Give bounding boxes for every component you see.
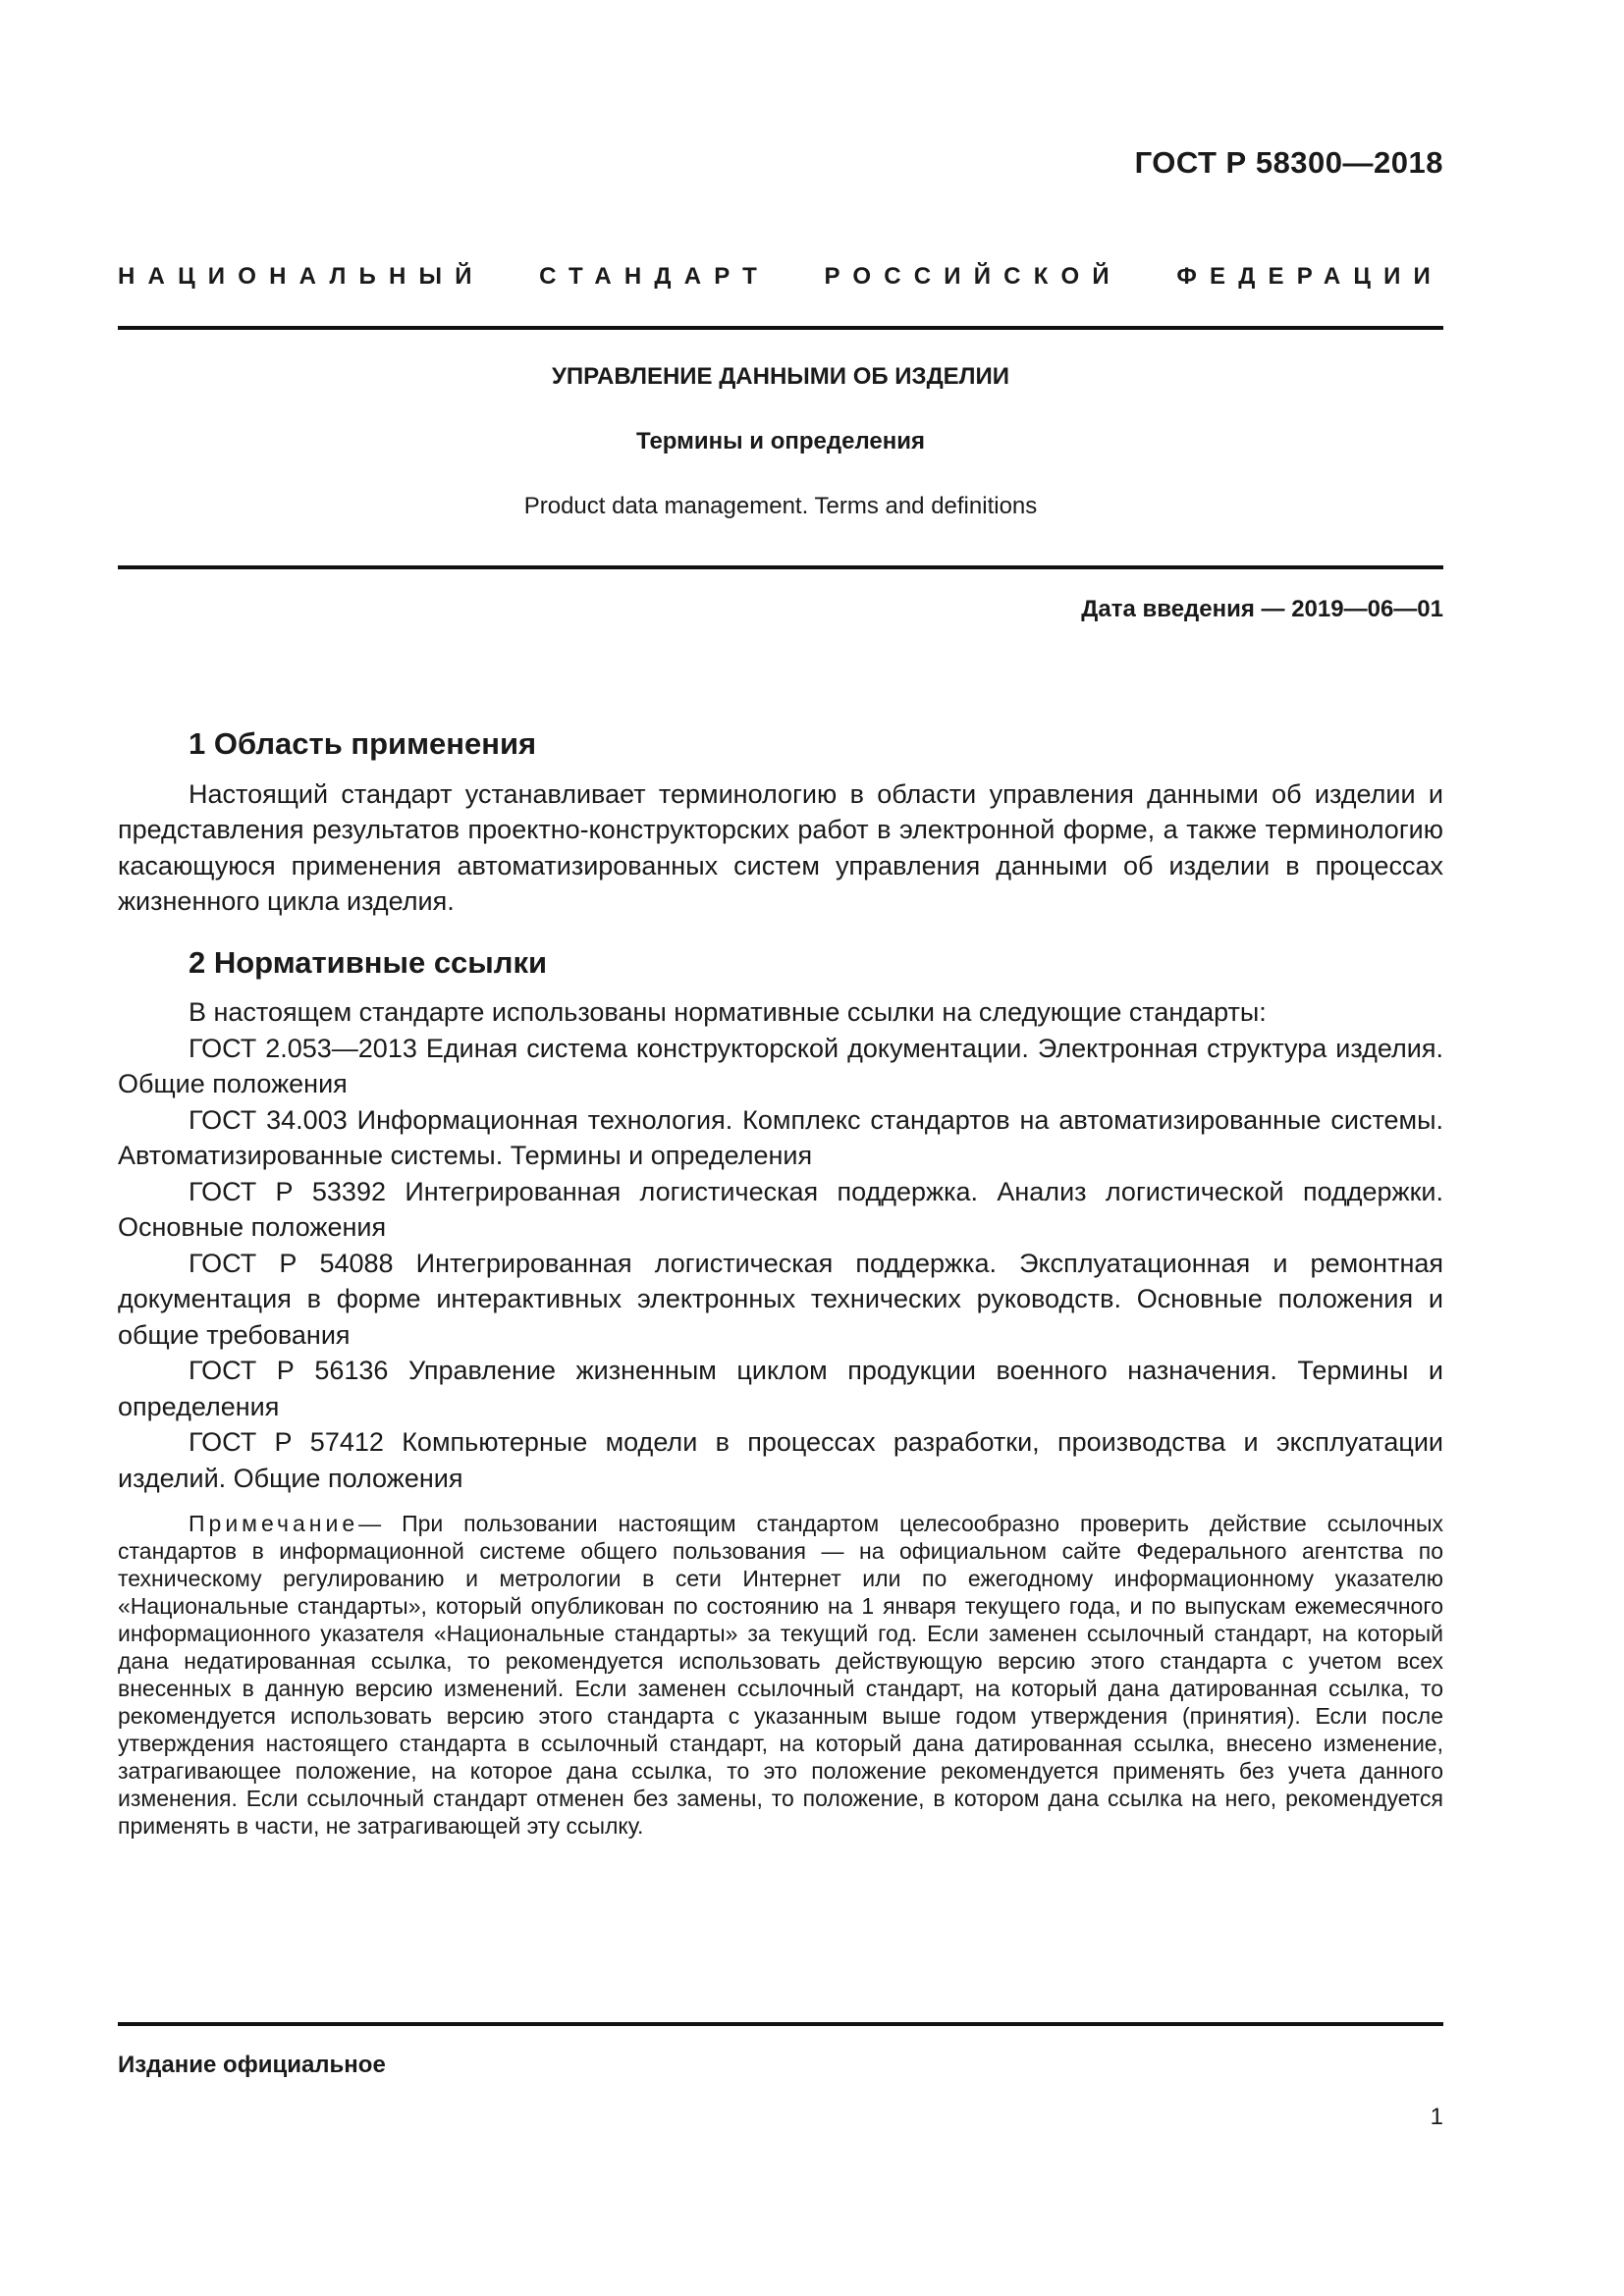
title-rule	[118, 565, 1443, 569]
reference-item: ГОСТ Р 53392 Интегрированная логистическая поддержка. Анализ логистической поддержки. Основные положения	[118, 1176, 1443, 1242]
reference-item: ГОСТ Р 56136 Управление жизненным циклом продукции военного назначения. Термины и определения	[118, 1356, 1443, 1421]
section-heading: 1 Область применения	[189, 726, 537, 761]
reference-item: ГОСТ Р 57412 Компьютерные модели в процессах разработки, производства и эксплуатации изделий. Общие положения	[118, 1427, 1443, 1493]
paragraph: В настоящем стандарте использованы нормативные ссылки на следующие стандарты:	[189, 997, 1267, 1027]
note-label: Примечание	[189, 1511, 359, 1536]
introduction-date: Дата введения — 2019—06—01	[1081, 596, 1443, 622]
section-heading: 2 Нормативные ссылки	[189, 944, 548, 980]
note-text: — При пользовании настоящим стандартом целесообразно проверить действие ссылочных стандартов в информационной системе общего пользования — на официальном сайте Федерального агентства по техническому регулированию и метрологии в сети Интернет или по ежегодному информационному указателю «Национальные стандарты», который опубликован по состоянию на 1 января текущего года, и по выпускам ежемесячного информационного указателя «Национальные стандарты» за текущий год. Если заменен ссылочный стандарт, на который дана недатированная ссылка, то рекомендуется использовать действующую версию этого стандарта с учетом всех внесенных в данную версию изменений. Если заменен ссылочный стандарт, на который дана датированная ссылка, то рекомендуется использовать версию этого стандарта с указанным выше годом утверждения (принятия). Если после утверждения настоящего стандарта в ссылочный стандарт, на который дана датированная ссылка, внесено изменение, затрагивающее положение, на которое дана ссылка, то это положение рекомендуется применять без учета данного изменения. Если ссылочный стандарт отменен без замены, то положение, в котором дана ссылка на него, рекомендуется применять в части, не затрагивающей эту ссылку.	[118, 1511, 1443, 1839]
national-standard-banner: НАЦИОНАЛЬНЫЙ СТАНДАРТ РОССИЙСКОЙ ФЕДЕРАЦИИ	[118, 263, 1443, 290]
reference-item: ГОСТ 34.003 Информационная технология. Комплекс стандартов на автоматизированные системы. Автоматизированные системы. Термины и определения	[118, 1104, 1443, 1170]
official-edition-label: Издание официальное	[118, 2052, 386, 2078]
doc-code: ГОСТ Р 58300—2018	[1134, 145, 1443, 180]
document-title: УПРАВЛЕНИЕ ДАННЫМИ ОБ ИЗДЕЛИИ	[551, 363, 1010, 390]
document-body	[118, 726, 1443, 1862]
note	[118, 1510, 1443, 1840]
reference-item: ГОСТ 2.053—2013 Единая система конструкторской документации. Электронная структура изделия. Общие положения	[118, 1033, 1443, 1098]
top-rule	[118, 326, 1443, 330]
reference-list	[118, 994, 1443, 1496]
document-page	[118, 0, 1443, 2296]
page-number: 1	[1430, 2104, 1443, 2130]
document-title-english: Product data management. Terms and definitions	[523, 493, 1038, 519]
reference-item: ГОСТ Р 54088 Интегрированная логистическая поддержка. Эксплуатационная и ремонтная документация в форме интерактивных электронных технических руководств. Основные положения и общие требования	[118, 1248, 1443, 1350]
footer-rule	[118, 2022, 1443, 2026]
paragraph: Настоящий стандарт устанавливает терминологию в области управления данными об изделии и представления результатов проектно-конструкторских работ в электронной форме, а также терминологию касающуюся применения автоматизированных систем управления данными об изделии в процессах жизненного цикла изделия.	[118, 778, 1443, 916]
document-subtitle: Термины и определения	[635, 428, 926, 454]
